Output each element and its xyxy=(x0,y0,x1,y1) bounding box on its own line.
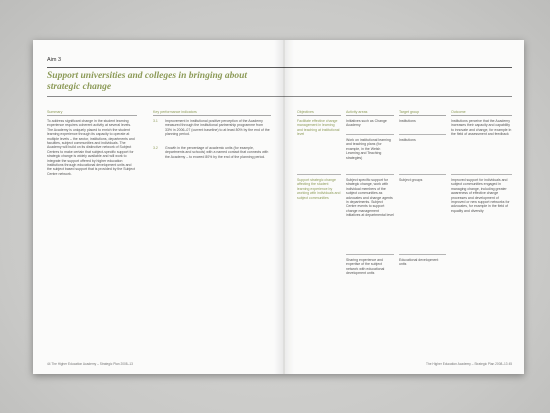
left-page xyxy=(33,40,279,374)
kpi-item xyxy=(153,119,271,137)
kpi-heading: Key performance indicators xyxy=(153,110,197,114)
row-rule xyxy=(346,134,394,135)
kpi-item xyxy=(153,146,271,159)
activity-item: Subject specific support for strategic change, work with individual members of the subject communities as advocates and change agents in departments. Subject Centre events to support change management initiatives at departmental level xyxy=(346,178,394,218)
summary-rule xyxy=(47,115,137,116)
row-rule xyxy=(346,254,394,255)
kpi-text: Improvement in institutional positive perception of the Academy measured through the institutional partnership programme from 33% in 2006–07 (current baseline) to at least 80% by the end of the planning period. xyxy=(165,119,270,137)
left-footer: 44 The Higher Education Academy – Strategic Plan 2008–13 xyxy=(47,362,133,366)
target-heading: Target group xyxy=(399,110,420,114)
summary-text: To address significant change in the student learning experience requires coherent activity at several levels. The Academy is uniquely placed to enrich the student learning experience through its capacity to operate at multiple levels – the sector, institutions, departments and faculties, subject communities and individuals. The Academy will build on its distinctive network of Subject Centres to make certain that subject-specific support for strategic change is widely available and will work to integrate the support offered by higher education institutions through educational development units and the subject based support that is provided by the Subject Centre network. xyxy=(47,119,135,176)
kpi-text: Growth in the percentage of academic units (for example, departments and schools) with a named contact that connects with the Academy – to exceed 80% by the end of the planning period. xyxy=(165,146,269,159)
outcome-item: Improved support for individuals and subject communities engaged in managing change, including greater awareness of effective change processes and development of improved or new support networks for advocates, for example in the field of equality and diversity xyxy=(451,178,510,213)
target-item: Institutions xyxy=(399,138,416,142)
kpi-number: 3.1 xyxy=(153,119,158,123)
outcome-rule xyxy=(451,115,512,116)
objective-item: Support strategic change affecting the student learning experience by working with individuals and subject communities xyxy=(297,178,341,200)
objectives-heading: Objectives xyxy=(297,110,314,114)
outcome-item: Institutions perceive that the Academy increases their capacity and capability to innovate and change, for example in the field of assessment and feedback xyxy=(451,119,512,137)
outcome-heading: Outcome xyxy=(451,110,466,114)
kpi-number: 3.2 xyxy=(153,146,158,150)
row-rule xyxy=(399,134,446,135)
activity-heading: Activity areas xyxy=(346,110,368,114)
row-rule xyxy=(451,174,512,175)
right-footer: The Higher Education Academy – Strategic Plan 2008–13 45 xyxy=(426,362,512,366)
brochure-spread xyxy=(33,40,524,374)
target-rule xyxy=(399,115,446,116)
target-item: Educational development units xyxy=(399,258,439,267)
row-rule xyxy=(399,254,446,255)
kpi-rule xyxy=(153,115,271,116)
activity-rule xyxy=(346,115,394,116)
right-page xyxy=(279,40,524,374)
spread-gutter xyxy=(274,40,294,374)
summary-heading: Summary xyxy=(47,110,63,114)
activity-item: Sharing experience and expertise of the subject network with educational development units xyxy=(346,258,385,276)
target-item: Subject groups xyxy=(399,178,423,182)
target-item: Institutions xyxy=(399,119,416,123)
activity-item: Initiatives such as Change Academy xyxy=(346,119,387,128)
objectives-rule xyxy=(297,115,341,116)
row-rule xyxy=(297,174,341,175)
objective-item: Facilitate effective change management in learning and teaching at institutional level xyxy=(297,119,340,137)
aim-label: Aim 3 xyxy=(47,57,62,63)
row-rule xyxy=(346,174,394,175)
activity-item: Work on institutional learning and teaching plans (for example, in the Welsh Learning and Teaching strategies) xyxy=(346,138,391,160)
row-rule xyxy=(399,174,446,175)
page-title: Support universities and colleges in bringing about strategic change xyxy=(47,71,248,92)
